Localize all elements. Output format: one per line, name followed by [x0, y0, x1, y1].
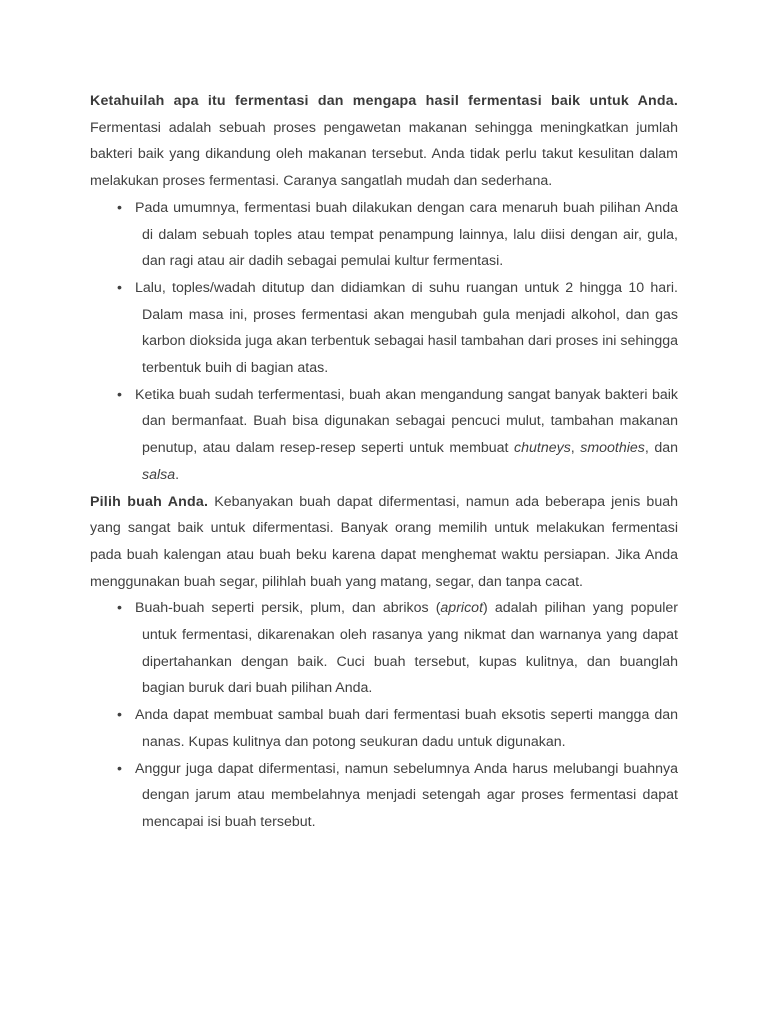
section-2-paragraph [90, 489, 678, 596]
section-2-text: Kebanyakan buah dapat difermentasi, namun ada beberapa jenis buah yang sangat baik untuk difermentasi. Banyak orang memilih untuk melakukan fermentasi pada buah kalengan atau buah beku karena dapat menghemat waktu persiapan. Jika Anda menggunakan buah segar, pilihlah buah yang matang, segar, dan tanpa cacat. [90, 493, 678, 590]
list-item-text: Pada umumnya, fermentasi buah dilakukan dengan cara menaruh buah pilihan Anda di dalam sebuah toples atau tempat penampung lainnya, lalu diisi dengan air, gula, dan ragi atau air dadih sebagai pemulai kultur fermentasi. [135, 199, 678, 270]
section-1-heading: Ketahuilah apa itu fermentasi dan mengapa hasil fermentasi baik untuk Anda. [90, 93, 678, 109]
italic-term: salsa [142, 466, 176, 483]
section-1-bullet-list [90, 195, 678, 489]
list-item [90, 382, 678, 489]
list-item [90, 756, 678, 836]
italic-term: apricot [440, 600, 484, 617]
section-2-bullet-list [90, 595, 678, 835]
section-2-heading: Pilih buah Anda. [90, 493, 209, 510]
separator-text: , [570, 440, 581, 457]
section-1-text: Fermentasi adalah sebuah proses pengawetan makanan sehingga meningkatkan jumlah bakteri baik yang dikandung oleh makanan tersebut. Anda tidak perlu takut kesulitan dalam melakukan proses fermentasi. Caranya sangatlah mudah dan sederhana. [90, 119, 678, 190]
list-item [90, 275, 678, 382]
list-item-text: Buah-buah seperti persik, plum, dan abrikos ( [135, 600, 441, 617]
document-page [90, 88, 678, 836]
italic-term: chutneys [514, 440, 571, 457]
list-item-text-end: ) adalah pilihan yang populer untuk fermentasi, dikarenakan oleh rasanya yang nikmat dan warnanya yang dapat dipertahankan dengan baik. Cuci buah tersebut, kupas kulitnya, dan buanglah bagian buruk dari buah pilihan Anda. [142, 600, 678, 697]
section-1-paragraph [90, 88, 678, 195]
list-item-text: Anda dapat membuat sambal buah dari fermentasi buah eksotis seperti mangga dan nanas. Kupas kulitnya dan potong seukuran dadu untuk digunakan. [135, 707, 678, 750]
list-item-text: Lalu, toples/wadah ditutup dan didiamkan di suhu ruangan untuk 2 hingga 10 hari. Dalam masa ini, proses fermentasi akan mengubah gula menjadi alkohol, dan gas karbon dioksida juga akan terbentuk sebagai hasil tambahan dari proses ini sehingga terbentuk buih di bagian atas. [135, 279, 678, 377]
list-item-text-end: . [175, 466, 180, 483]
italic-term: smoothies [580, 440, 645, 457]
list-item [90, 595, 678, 702]
list-item-text: Anggur juga dapat difermentasi, namun sebelumnya Anda harus melubangi buahnya dengan jarum atau membelahnya menjadi setengah agar proses fermentasi dapat mencapai isi buah tersebut. [135, 760, 678, 830]
list-item [90, 702, 678, 755]
list-item [90, 195, 678, 275]
separator-text: , dan [644, 440, 679, 457]
list-item-text: Ketika buah sudah terfermentasi, buah akan mengandung sangat banyak bakteri baik dan bermanfaat. Buah bisa digunakan sebagai pencuci mulut, tambahan makanan penutup, atau dalam resep-resep seperti untuk membuat [135, 386, 678, 457]
